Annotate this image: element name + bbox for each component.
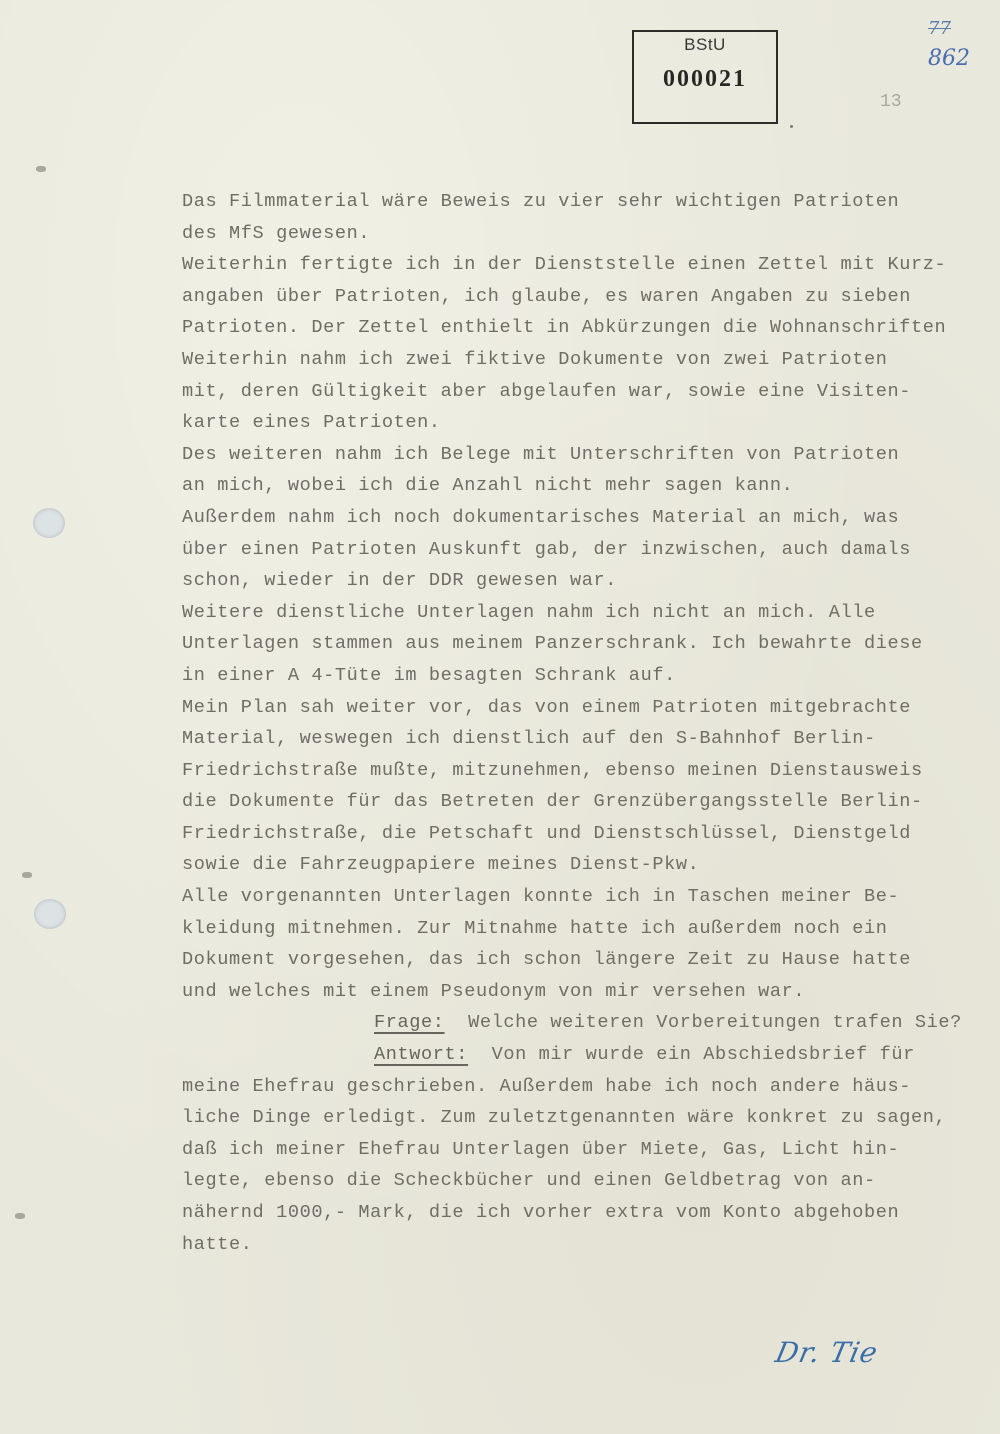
text-line: Friedrichstraße, die Petschaft und Dienstschlüssel, Dienstgeld bbox=[182, 822, 911, 844]
answer-text: Von mir wurde ein Abschiedsbrief für bbox=[468, 1044, 915, 1066]
paper-mark bbox=[36, 166, 46, 172]
punch-hole-top bbox=[33, 508, 65, 538]
text-line: des MfS gewesen. bbox=[182, 222, 371, 244]
text-line: Mein Plan sah weiter vor, das von einem Patrioten mitgebrachte bbox=[182, 696, 911, 718]
text-line: Des weiteren nahm ich Belege mit Unterschriften von Patrioten bbox=[182, 443, 900, 465]
paper-speck bbox=[790, 125, 793, 128]
text-line: Alle vorgenannten Unterlagen konnte ich in Taschen meiner Be- bbox=[182, 886, 900, 908]
text-line: Dokument vorgesehen, das ich schon längere Zeit zu Hause hatte bbox=[182, 949, 911, 971]
text-line: Weiterhin fertigte ich in der Dienststelle einen Zettel mit Kurz- bbox=[182, 254, 947, 276]
text-line: Weitere dienstliche Unterlagen nahm ich nicht an mich. Alle bbox=[182, 601, 876, 623]
folio-number-old: 77 bbox=[928, 18, 951, 39]
text-line: liche Dinge erledigt. Zum zuletztgenannten wäre konkret zu sagen, bbox=[182, 1107, 947, 1129]
text-line: karte eines Patrioten. bbox=[182, 412, 441, 434]
text-line: Weiterhin nahm ich zwei fiktive Dokumente von zwei Patrioten bbox=[182, 348, 888, 370]
folio-number-new: 862 bbox=[928, 46, 970, 71]
text-line: über einen Patrioten Auskunft gab, der inzwischen, auch damals bbox=[182, 538, 911, 560]
text-line: angaben über Patrioten, ich glaube, es waren Angaben zu sieben bbox=[182, 285, 911, 307]
answer-label: Antwort: bbox=[374, 1044, 469, 1066]
text-line: und welches mit einem Pseudonym von mir versehen war. bbox=[182, 980, 806, 1002]
archive-stamp bbox=[632, 30, 778, 124]
text-line: daß ich meiner Ehefrau Unterlagen über Miete, Gas, Licht hin- bbox=[182, 1138, 900, 1160]
text-line: sowie die Fahrzeugpapiere meines Dienst-Pkw. bbox=[182, 854, 700, 876]
paper-mark bbox=[15, 1213, 25, 1219]
text-line: an mich, wobei ich die Anzahl nicht mehr sagen kann. bbox=[182, 475, 794, 497]
text-line: Friedrichstraße mußte, mitzunehmen, ebenso meinen Dienstausweis bbox=[182, 759, 923, 781]
paper-mark bbox=[22, 872, 32, 878]
signature: Dr. Tie bbox=[772, 1336, 882, 1369]
text-line: Material, weswegen ich dienstlich auf den S-Bahnhof Berlin- bbox=[182, 728, 876, 750]
text-line: Patrioten. Der Zettel enthielt in Abkürzungen die Wohnanschriften bbox=[182, 317, 947, 339]
document-body bbox=[182, 186, 1000, 1260]
text-line: hatte. bbox=[182, 1233, 253, 1255]
text-line: Unterlagen stammen aus meinem Panzerschrank. Ich bewahrte diese bbox=[182, 633, 923, 655]
text-line: meine Ehefrau geschrieben. Außerdem habe ich noch andere häus- bbox=[182, 1075, 911, 1097]
stamp-number: 000021 bbox=[663, 66, 747, 92]
text-line: Außerdem nahm ich noch dokumentarisches Material an mich, was bbox=[182, 506, 900, 528]
text-line: schon, wieder in der DDR gewesen war. bbox=[182, 570, 618, 592]
question-line bbox=[182, 1007, 1000, 1039]
text-line: Das Filmmaterial wäre Beweis zu vier sehr wichtigen Patrioten bbox=[182, 191, 900, 212]
punch-hole-bottom bbox=[34, 899, 66, 929]
text-line: die Dokumente für das Betreten der Grenzübergangsstelle Berlin- bbox=[182, 791, 923, 813]
text-line: kleidung mitnehmen. Zur Mitnahme hatte ich außerdem noch ein bbox=[182, 917, 888, 939]
text-line: legte, ebenso die Scheckbücher und einen Geldbetrag von an- bbox=[182, 1170, 876, 1192]
text-line: nähernd 1000,- Mark, die ich vorher extra vom Konto abgehoben bbox=[182, 1202, 900, 1223]
answer-line bbox=[182, 1039, 1000, 1071]
question-text: Welche weiteren Vorbereitungen trafen Sie? bbox=[444, 1012, 962, 1034]
page-number: 13 bbox=[880, 92, 902, 112]
text-line: mit, deren Gültigkeit aber abgelaufen war, sowie eine Visiten- bbox=[182, 380, 911, 402]
stamp-label: BStU bbox=[684, 35, 726, 54]
question-label: Frage: bbox=[374, 1012, 445, 1034]
text-line: in einer A 4-Tüte im besagten Schrank auf. bbox=[182, 664, 676, 686]
